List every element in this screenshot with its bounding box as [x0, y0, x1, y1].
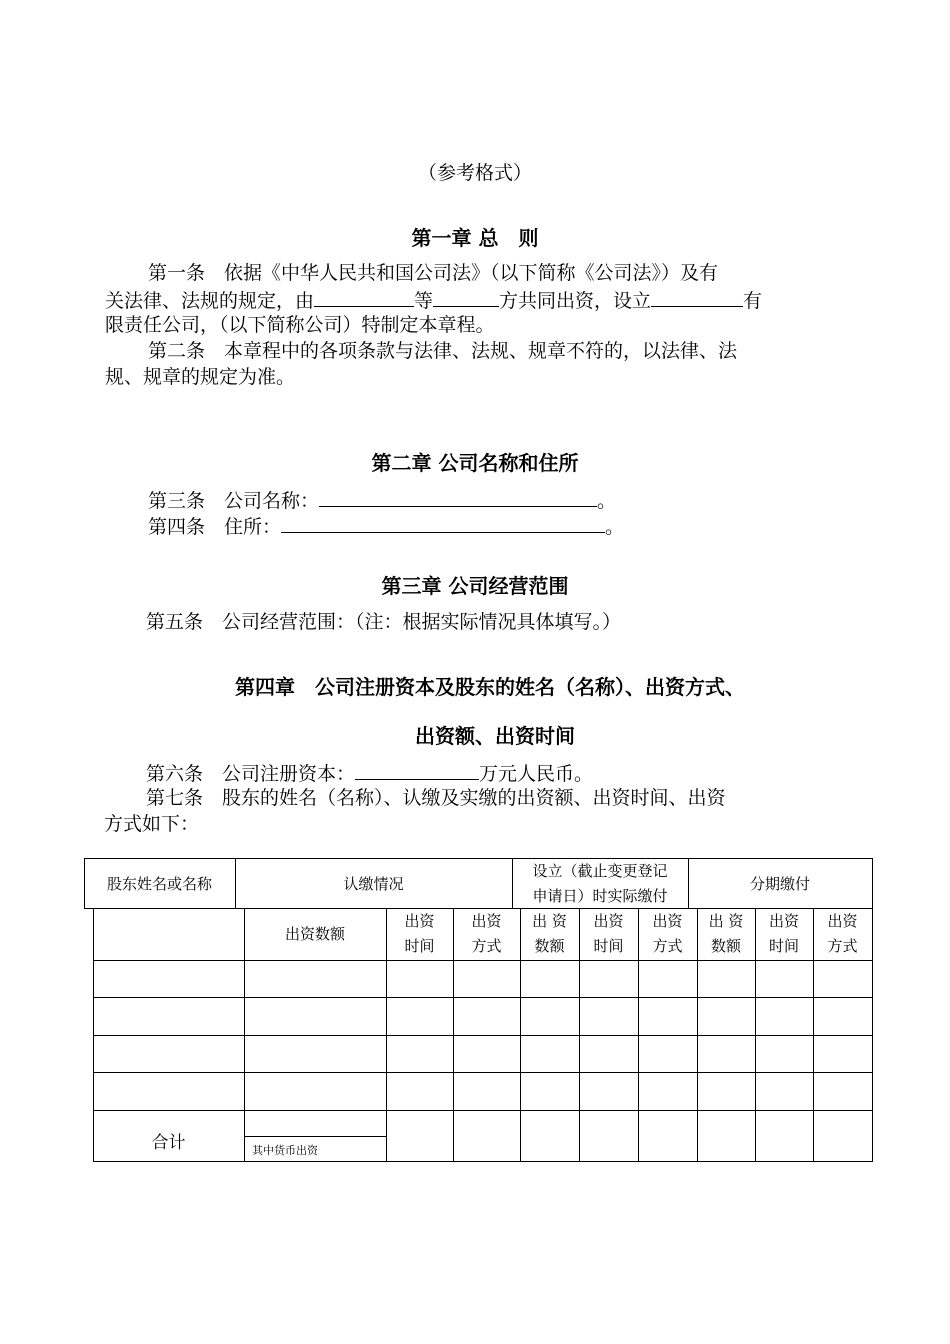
article4: [148, 512, 624, 540]
article1-text-a: 关法律、法规的规定，由: [105, 290, 315, 312]
cash-contribution-note: 其中货币出资: [252, 1144, 318, 1157]
table-border: [93, 1072, 873, 1073]
investor-count-blank[interactable]: [433, 286, 499, 307]
article1-line2: [105, 286, 762, 314]
article4-end: 。: [605, 516, 625, 538]
paid-amount-1: 出 资: [532, 912, 567, 930]
header-paid-line1: 设立（截止变更登记: [532, 862, 668, 880]
article6-end: 万元人民币。: [479, 763, 594, 785]
table-border: [93, 1110, 873, 1111]
sub-time-1: 出资: [404, 912, 435, 930]
company-blank[interactable]: [651, 286, 743, 307]
sub-time-2: 时间: [404, 937, 435, 955]
article1-text-c: 方共同出资，设立: [499, 290, 652, 312]
paid-amount-2: 数额: [534, 937, 565, 955]
article3-label: 第三条 公司名称：: [148, 490, 320, 512]
article7-line2: 方式如下：: [104, 813, 200, 835]
table-border: [872, 858, 873, 1162]
article6-label: 第六条 公司注册资本：: [146, 763, 356, 785]
installment-method-2: 方式: [827, 937, 858, 955]
article5: 第五条 公司经营范围：（注：根据实际情况具体填写。）: [146, 611, 622, 633]
installment-method-1: 出资: [827, 912, 858, 930]
header-subscribed: 认缴情况: [343, 875, 404, 893]
header-installment: 分期缴付: [749, 875, 810, 893]
article1-line1: 第一条 依据《中华人民共和国公司法》（以下简称《公司法》）及有: [148, 262, 719, 284]
header-paid-line2: 申请日）时实际缴付: [532, 887, 668, 905]
table-border: [93, 1161, 873, 1162]
company-name-blank[interactable]: [319, 486, 597, 507]
table-border: [244, 1136, 386, 1137]
chapter4-title-line2: 出资额、出资时间: [415, 724, 575, 748]
table-border: [93, 997, 873, 998]
paid-method-1: 出资: [652, 912, 683, 930]
sub-method-2: 方式: [471, 937, 502, 955]
article2-line1: 第二条 本章程中的各项条款与法律、法规、规章不符的，以法律、法: [148, 340, 738, 362]
chapter1-title: 第一章 总 则: [411, 226, 539, 250]
chapter2-title: 第二章 公司名称和住所: [371, 451, 579, 475]
installment-time-1: 出资: [768, 912, 799, 930]
article4-label: 第四条 住所：: [148, 516, 282, 538]
installment-amount-2: 数额: [710, 937, 741, 955]
paid-method-2: 方式: [652, 937, 683, 955]
address-blank[interactable]: [281, 512, 605, 533]
table-border: [244, 908, 245, 1162]
article1-text-b: 等: [414, 290, 434, 312]
table-border: [93, 1035, 873, 1036]
article6: [146, 759, 593, 787]
investors-blank[interactable]: [314, 286, 414, 307]
article1-line3: 限责任公司，（以下简称公司）特制定本章程。: [105, 314, 495, 336]
installment-time-2: 时间: [768, 937, 799, 955]
total-label: 合计: [151, 1133, 186, 1153]
table-border: [84, 858, 873, 859]
article3-end: 。: [597, 490, 617, 512]
article2-line2: 规、规章的规定为准。: [105, 366, 296, 388]
paid-time-1: 出资: [593, 912, 624, 930]
chapter3-title: 第三章 公司经营范围: [381, 574, 569, 598]
sub-method-1: 出资: [471, 912, 502, 930]
table-border: [93, 960, 873, 961]
chapter4-title-line1: 第四章 公司注册资本及股东的姓名（名称）、出资方式、: [235, 675, 745, 699]
article1-text-d: 有: [743, 290, 763, 312]
installment-amount-1: 出 资: [708, 912, 744, 930]
format-note: （参考格式）: [417, 162, 532, 184]
registered-capital-blank[interactable]: [355, 759, 479, 780]
header-shareholder: 股东姓名或名称: [106, 875, 212, 893]
sub-amount: 出资数额: [284, 925, 345, 943]
article3: [148, 486, 616, 514]
paid-time-2: 时间: [593, 937, 624, 955]
article7-line1: 第七条 股东的姓名（名称）、认缴及实缴的出资额、出资时间、出资: [146, 787, 726, 809]
table-border: [93, 908, 94, 1162]
